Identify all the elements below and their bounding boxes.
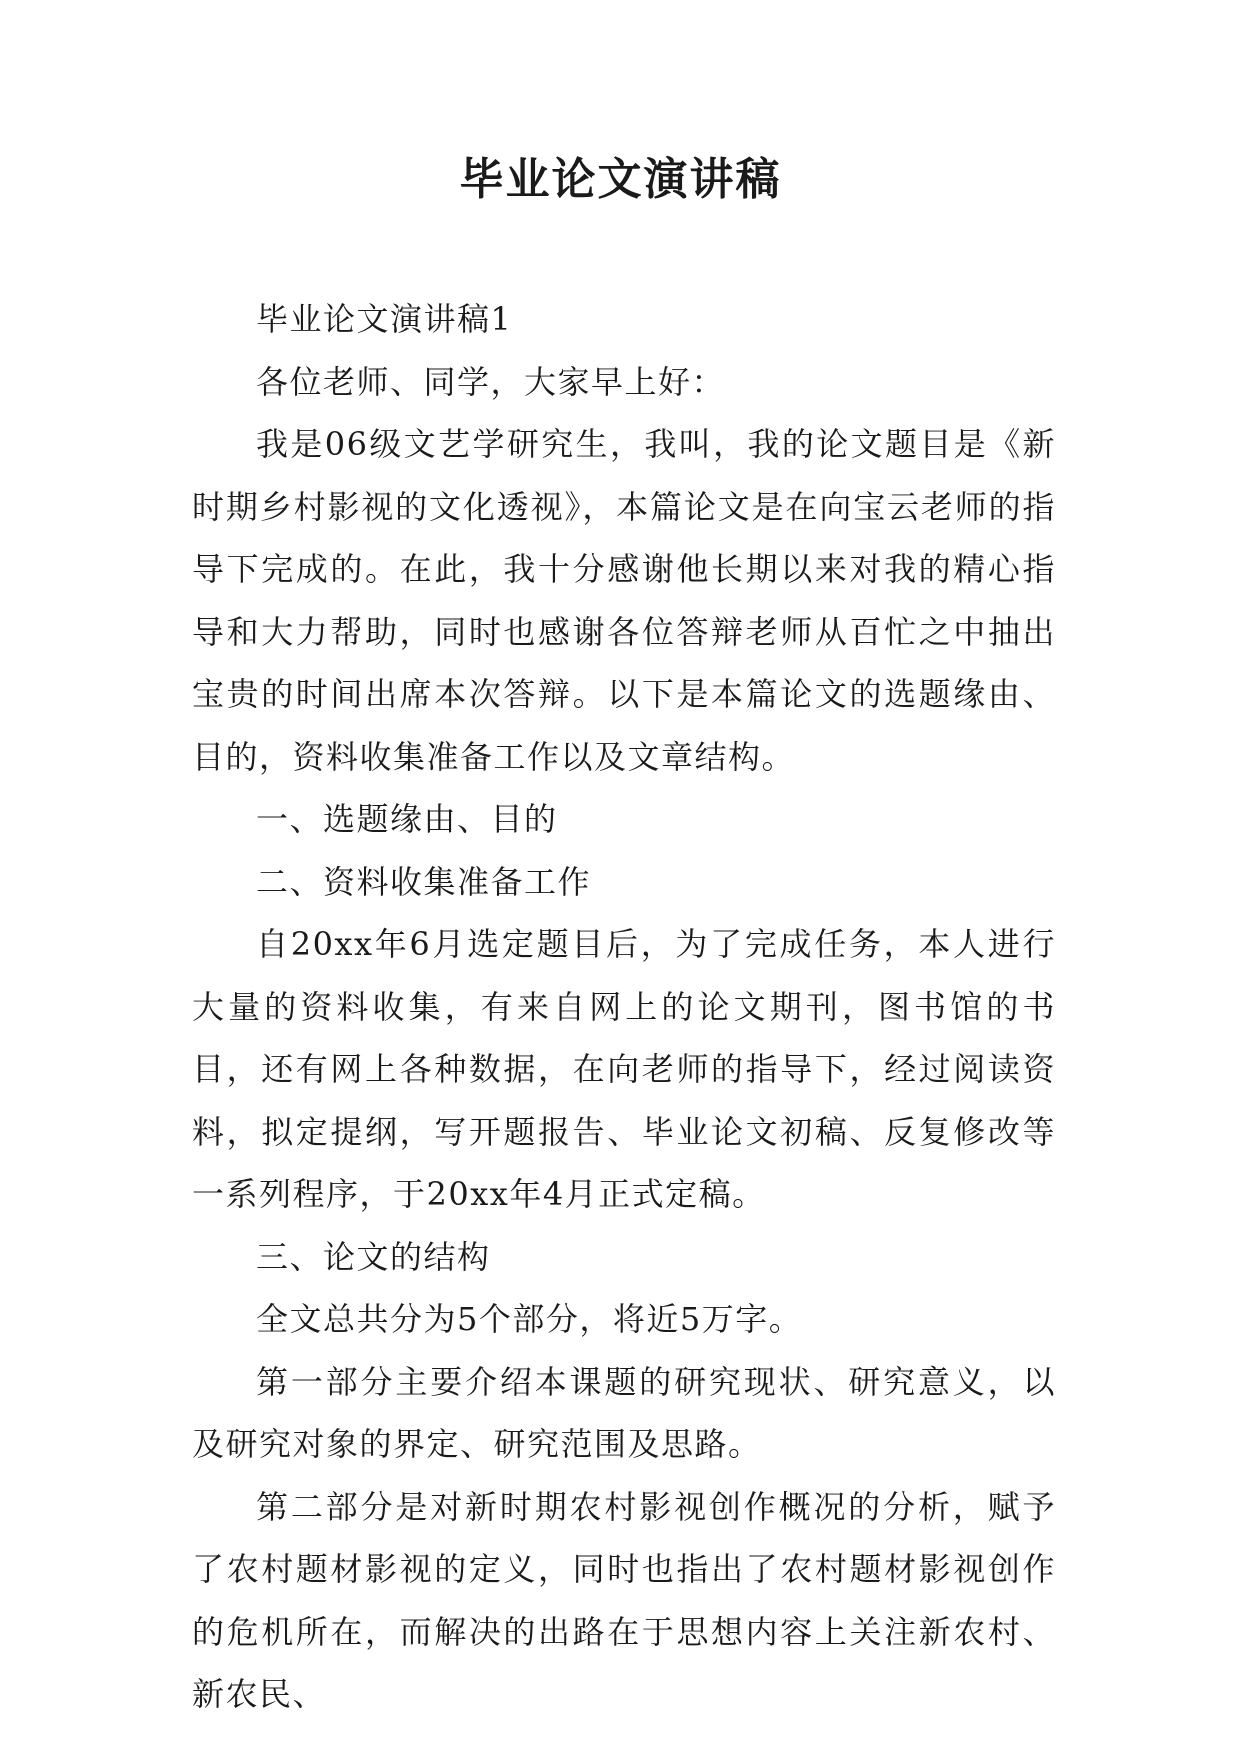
paragraph-part-one: 第一部分主要介绍本课题的研究现状、研究意义，以及研究对象的界定、研究范围及思路。 [192,1362,1056,1463]
paragraph-greeting: 各位老师、同学，大家早上好： [256,362,726,401]
paragraph-research-process: 自20xx年6月选定题目后，为了完成任务，本人进行大量的资料收集，有来自网上的论文期刊，图书馆的书目，还有网上各种数据，在向老师的指导下，经过阅读资料，拟定提纲，写开题报告、毕业论文初稿、反复修改等一系列程序，于20xx年4月正式定稿。 [192,925,1056,1213]
paragraph-introduction: 我是06级文艺学研究生，我叫，我的论文题目是《新时期乡村影视的文化透视》，本篇论文是在向宝云老师的指导下完成的。在此，我十分感谢他长期以来对我的精心指导和大力帮助，同时也感谢各位答辩老师从百忙之中抽出宝贵的时间出席本次答辩。以下是本篇论文的选题缘由、目的，资料收集准备工作以及文章结构。 [192,425,1056,776]
paragraph-subtitle: 毕业论文演讲稿1 [256,300,513,338]
document-body [192,288,1056,1726]
paragraph-part-two: 第二部分是对新时期农村影视创作概况的分析，赋予了农村题材影视的定义，同时也指出了农村题材影视创作的危机所在，而解决的出路在于思想内容上关注新农村、新农民、 [192,1487,1056,1713]
document-title: 毕业论文演讲稿 [459,154,782,205]
section-heading-3: 三、论文的结构 [256,1237,491,1276]
section-heading-1: 一、选题缘由、目的 [256,800,558,838]
section-heading-2: 二、资料收集准备工作 [256,862,592,901]
paragraph-overview: 全文总共分为5个部分，将近5万字。 [256,1300,803,1338]
